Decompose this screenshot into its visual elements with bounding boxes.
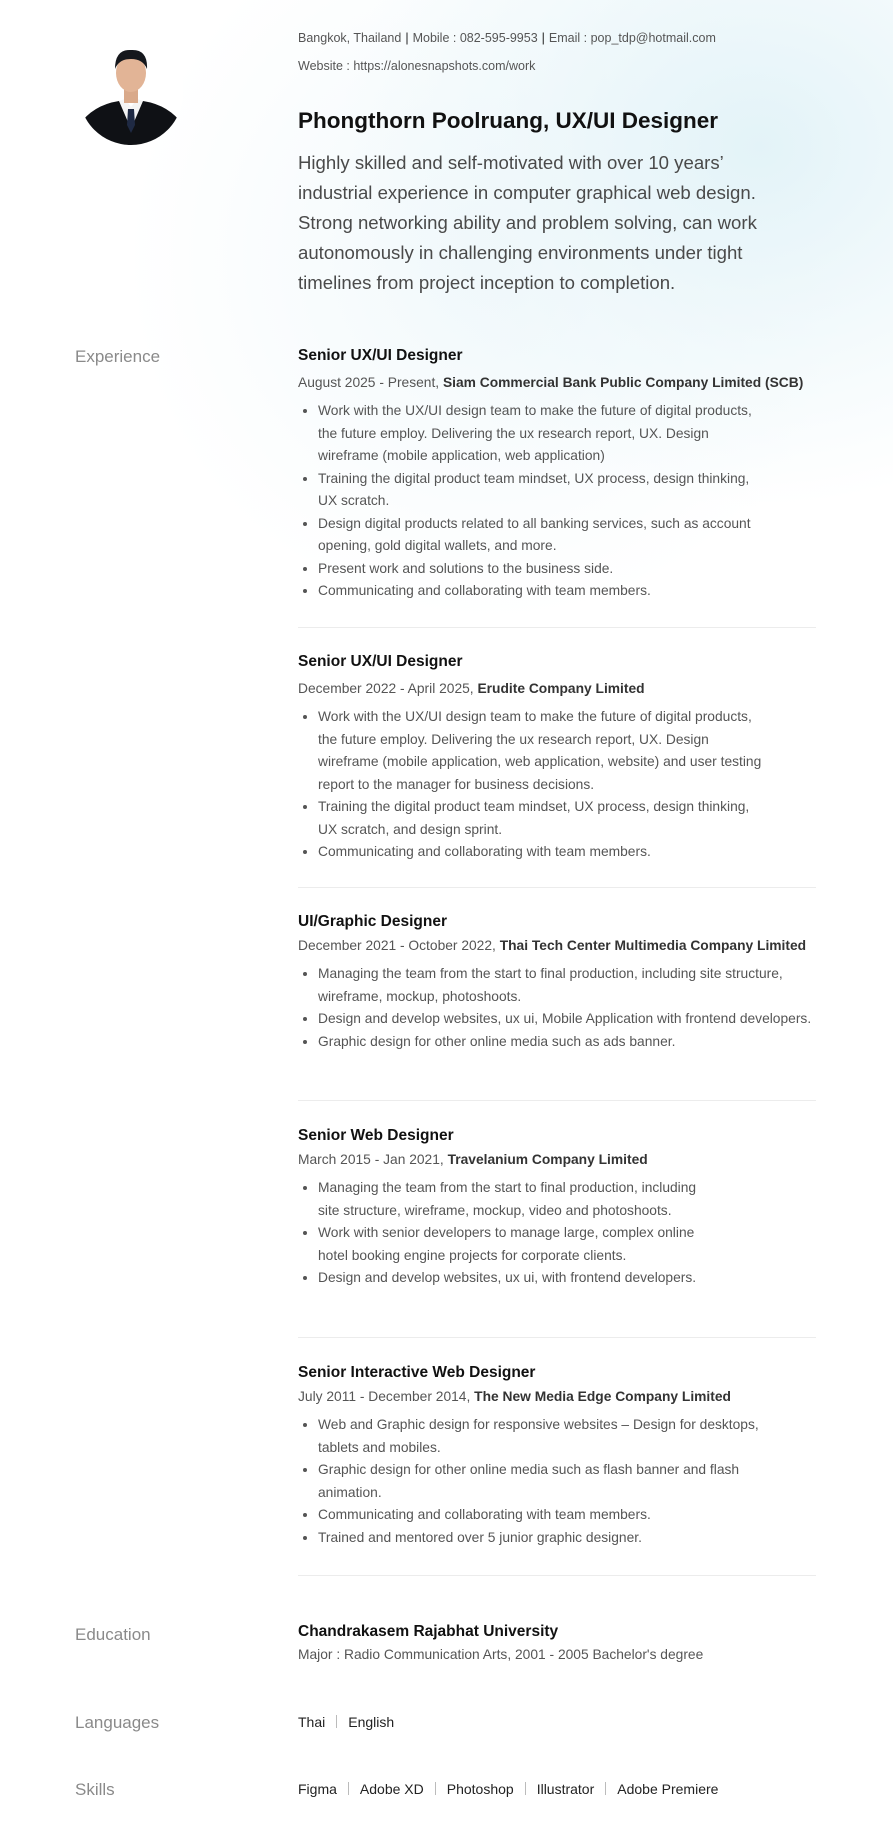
job-title: Senior UX/UI Designer	[298, 653, 463, 670]
section-label-skills: Skills	[75, 1780, 115, 1799]
location-text: Bangkok, Thailand	[298, 31, 402, 45]
job-meta	[298, 679, 768, 698]
section-label-experience: Experience	[75, 347, 161, 366]
duty-item: • Communicating and collaborating with team members.	[318, 1504, 768, 1527]
job-title: Senior Interactive Web Designer	[298, 1364, 536, 1381]
skill-item: Figma	[298, 1781, 337, 1797]
email-link[interactable]: Email : pop_tdp@hotmail.com	[548, 31, 716, 45]
duty-item: • Managing the team from the start to final production, including site structure, wireframe, mockup, photoshoots.	[318, 963, 818, 1008]
company-name: Siam Commercial Bank Public Company Limited (SCB)	[442, 375, 804, 390]
duty-item: • Graphic design for other online media such as flash banner and flash animation.	[318, 1459, 768, 1504]
job-title: Senior UX/UI Designer	[298, 347, 463, 364]
separator	[348, 1782, 349, 1795]
separator: |	[405, 31, 409, 45]
experience-item	[298, 1126, 698, 1290]
company-name: Travelanium Company Limited	[447, 1152, 648, 1167]
skill-item: Adobe Premiere	[617, 1781, 719, 1797]
separator	[435, 1782, 436, 1795]
company-name: Erudite Company Limited	[477, 681, 645, 696]
language-item: English	[348, 1714, 395, 1730]
duty-item: • Design digital products related to all banking services, such as account opening, gold digital wallets, and more.	[318, 513, 768, 558]
job-duties	[298, 1177, 698, 1290]
duty-item: • Present work and solutions to the business side.	[318, 558, 768, 581]
company-name: The New Media Edge Company Limited	[474, 1389, 731, 1404]
education-school: Chandrakasem Rajabhat University	[298, 1623, 559, 1640]
page-title: Phongthorn Poolruang, UX/UI Designer	[298, 108, 719, 133]
job-period: July 2011 - December 2014,	[298, 1389, 475, 1404]
duty-item: • Managing the team from the start to final production, including site structure, wireframe, mockup, video and photoshoots.	[318, 1177, 698, 1222]
duty-item: • Communicating and collaborating with team members.	[318, 580, 768, 603]
job-period: March 2015 - Jan 2021,	[298, 1152, 448, 1167]
divider	[298, 1337, 816, 1338]
duty-item: • Design and develop websites, ux ui, with frontend developers.	[318, 1267, 698, 1290]
experience-item	[298, 346, 804, 603]
languages-list	[298, 1714, 394, 1730]
language-item: Thai	[298, 1714, 326, 1730]
duty-item: • Web and Graphic design for responsive websites – Design for desktops, tablets and mobiles.	[318, 1414, 768, 1459]
separator	[336, 1715, 337, 1728]
divider	[298, 887, 816, 888]
divider	[298, 1100, 816, 1101]
divider	[298, 1575, 816, 1576]
duty-item: • Training the digital product team mindset, UX process, design thinking, UX scratch, and design sprint.	[318, 796, 768, 841]
section-label-education: Education	[75, 1625, 151, 1644]
job-meta	[298, 936, 818, 955]
duty-item: • Graphic design for other online media such as ads banner.	[318, 1031, 818, 1054]
duty-item: • Communicating and collaborating with team members.	[318, 841, 768, 864]
job-meta	[298, 1150, 698, 1169]
job-period: August 2025 - Present,	[298, 375, 443, 390]
website-link[interactable]: Website : https://alonesnapshots.com/work	[298, 59, 536, 73]
job-period: December 2022 - April 2025,	[298, 681, 478, 696]
profile-summary: Highly skilled and self-motivated with over 10 years’ industrial experience in computer graphical web design. Strong networking ability and problem solving, can work autonomously in challenging environments under tight timelines from project inception to completion.	[298, 152, 757, 293]
job-duties	[298, 400, 768, 603]
job-duties	[298, 1414, 768, 1549]
company-name: Thai Tech Center Multimedia Company Limited	[499, 938, 807, 953]
duty-item: • Trained and mentored over 5 junior graphic designer.	[318, 1527, 768, 1550]
job-period: December 2021 - October 2022,	[298, 938, 500, 953]
duty-item: • Design and develop websites, ux ui, Mobile Application with frontend developers.	[318, 1008, 818, 1031]
duty-item: • Work with senior developers to manage large, complex online hotel booking engine projects for corporate clients.	[318, 1222, 698, 1267]
job-meta	[298, 1387, 768, 1406]
skill-item: Illustrator	[536, 1781, 595, 1797]
skill-item: Adobe XD	[359, 1781, 424, 1797]
skills-list	[298, 1781, 718, 1797]
divider	[298, 627, 816, 628]
section-label-languages: Languages	[75, 1713, 160, 1732]
experience-item	[298, 652, 768, 864]
job-title: Senior Web Designer	[298, 1127, 454, 1144]
experience-item	[298, 1363, 768, 1549]
separator	[605, 1782, 606, 1795]
profile-photo	[79, 33, 183, 145]
job-meta	[298, 373, 804, 392]
separator: |	[541, 31, 545, 45]
contact-line	[298, 30, 716, 46]
job-duties	[298, 963, 818, 1053]
education-detail: Major : Radio Communication Arts, 2001 - 2005 Bachelor's degree	[298, 1647, 704, 1662]
skill-item: Photoshop	[446, 1781, 514, 1797]
job-title: UI/Graphic Designer	[298, 913, 448, 930]
duty-item: • Work with the UX/UI design team to make the future of digital products, the future employ. Delivering the ux research report, UX. Design wireframe (mobile application, web application)	[318, 400, 768, 468]
mobile-text: Mobile : 082-595-9953	[412, 31, 538, 45]
experience-item	[298, 912, 818, 1053]
duty-item: • Training the digital product team mindset, UX process, design thinking, UX scratch.	[318, 468, 768, 513]
duty-item: • Work with the UX/UI design team to make the future of digital products, the future employ. Delivering the ux research report, UX. Design wireframe (mobile application, web application, website) and user testing report to the manager for business decisions.	[318, 706, 768, 796]
job-duties	[298, 706, 768, 864]
separator	[525, 1782, 526, 1795]
